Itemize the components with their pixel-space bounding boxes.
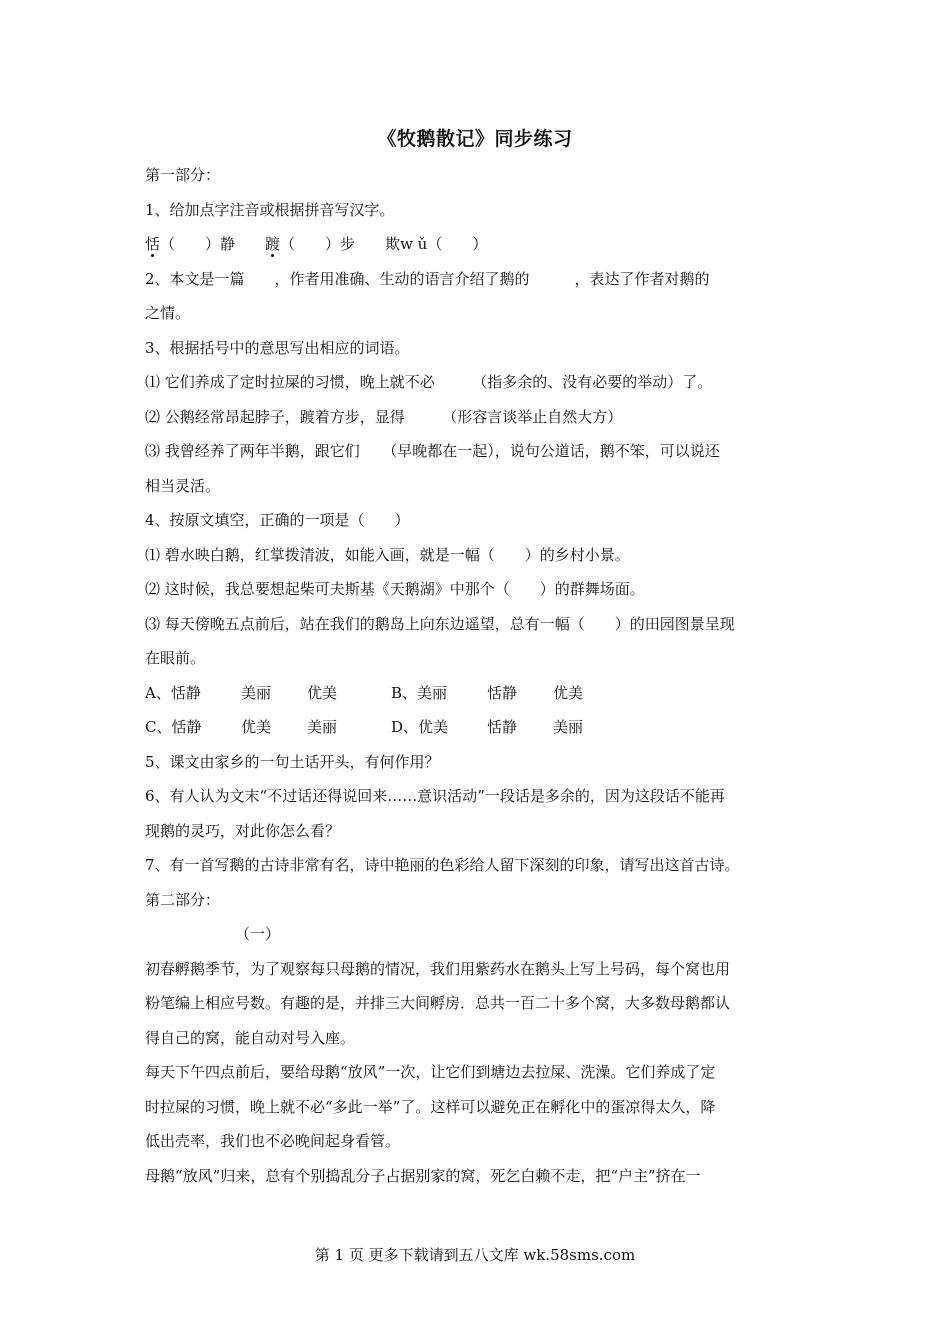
q2-line2: 之情。 (145, 304, 191, 322)
q1-items (145, 227, 809, 262)
q3-sentence2: ⑵ 公鹅经常昂起脖子，踱着方步，显得 （形容言谈举止自然大方） (145, 407, 623, 426)
paragraph2-line3: 低出壳率，我们也不必晚间起身看管。 (145, 1132, 401, 1150)
q1-prompt: 1、给加点字注音或根据拼音写汉字。 (145, 200, 395, 219)
q5: 5、课文由家乡的一句土话开头，有何作用？ (145, 752, 440, 771)
page-footer: 第 1 页 更多下载请到五八文库 wk.58sms.com (314, 1246, 636, 1264)
q4-sentence1: ⑴ 碧水映白鹅，红掌拨清波，如能入画，就是一幅（ ）的乡村小景。 (145, 545, 630, 564)
part1-heading: 第一部分： (145, 166, 221, 184)
paragraph1-line1: 初春孵鹅季节，为了观察每只母鹅的情况，我们用紫药水在鹅头上写上号码，每个窝也用 (145, 959, 731, 978)
q3-sentence1: ⑴ 它们养成了定时拉屎的习惯，晚上就不必 （指多余的、没有必要的举动）了。 (145, 373, 713, 391)
option-b-label: B、美丽 (391, 683, 448, 702)
q4-prompt: 4、按原文填空，正确的一项是（ ） (145, 511, 410, 529)
option-d-word2: 恬静 (487, 718, 518, 736)
q4-options-row1 (145, 676, 809, 711)
paragraph1-line2: 粉笔编上相应号数。有趣的是，并排三大间孵房．总共一百二十多个窝，大多数母鹅都认 (145, 994, 731, 1012)
paragraph2-line2: 时拉屎的习惯，晚上就不必“多此一举”了。这样可以避免正在孵化中的蛋凉得太久，降 (145, 1097, 716, 1116)
q6-line2: 现鹅的灵巧，对此你怎么看？ (145, 821, 341, 840)
page-title: 《牧鹅散记》同步练习 (377, 128, 573, 150)
option-d-label: D、优美 (391, 718, 449, 736)
q1-item2-rest: （ ）步 (280, 235, 356, 253)
q4-sentence3-line1: ⑶ 每天傍晚五点前后，站在我们的鹅岛上向东边遥望，总有一幅（ ）的田园图景呈现 (145, 614, 735, 633)
option-c-word3: 美丽 (307, 718, 338, 736)
option-a-word3: 优美 (307, 683, 338, 702)
option-b-word2: 恬静 (487, 683, 518, 702)
q3-sentence3-line1: ⑶ 我曾经养了两年半鹅，跟它们 （早晚都在一起），说句公道话，鹅不笨，可以说还 (145, 442, 720, 460)
option-a-word2: 美丽 (241, 683, 272, 702)
section-label: （一） (235, 925, 281, 943)
paragraph1-line3: 得自己的窝，能自动对号入座。 (145, 1028, 356, 1047)
q1-item1-char: 恬 (145, 235, 161, 253)
q4-sentence3-line2: 在眼前。 (145, 649, 206, 667)
q4-sentence2: ⑵ 这时候，我总要想起柴可夫斯基《天鹅湖》中那个（ ）的群舞场面。 (145, 580, 645, 598)
q1-item2-char: 踱 (265, 235, 281, 253)
paragraph3-line1: 母鹅“放风”归来，总有个别捣乱分子占据别家的窝，死乞白赖不走，把“户主”挤在一 (145, 1166, 701, 1185)
option-c-word2: 优美 (241, 718, 272, 736)
q2-line1: 2、本文是一篇 ，作者用准确、生动的语言介绍了鹅的 ，表达了作者对鹅的 (145, 269, 710, 288)
q3-sentence3-line2: 相当灵活。 (145, 476, 221, 495)
option-d-word3: 美丽 (553, 718, 584, 736)
document-body (145, 158, 809, 1193)
q4-options-row2 (145, 710, 809, 745)
option-a-label: A、恬静 (145, 683, 201, 702)
q3-prompt: 3、根据括号中的意思写出相应的词语。 (145, 338, 410, 357)
part2-heading: 第二部分： (145, 890, 221, 909)
option-c-label: C、恬静 (145, 718, 202, 736)
option-b-word3: 优美 (553, 683, 584, 702)
q6-line1: 6、有人认为文末“不过话还得说回来……意识活动”一段话是多余的，因为这段话不能再 (145, 787, 725, 805)
q1-item1-rest: （ ）静 (160, 235, 236, 253)
q1-item3: 欺w ǔ（ ） (385, 235, 488, 253)
paragraph2-line1: 每天下午四点前后，要给母鹅“放风”一次，让它们到塘边去拉屎、洗澡。它们养成了定 (145, 1063, 716, 1081)
q7: 7、有一首写鹅的古诗非常有名，诗中艳丽的色彩给人留下深刻的印象，请写出这首古诗。 (145, 856, 740, 874)
